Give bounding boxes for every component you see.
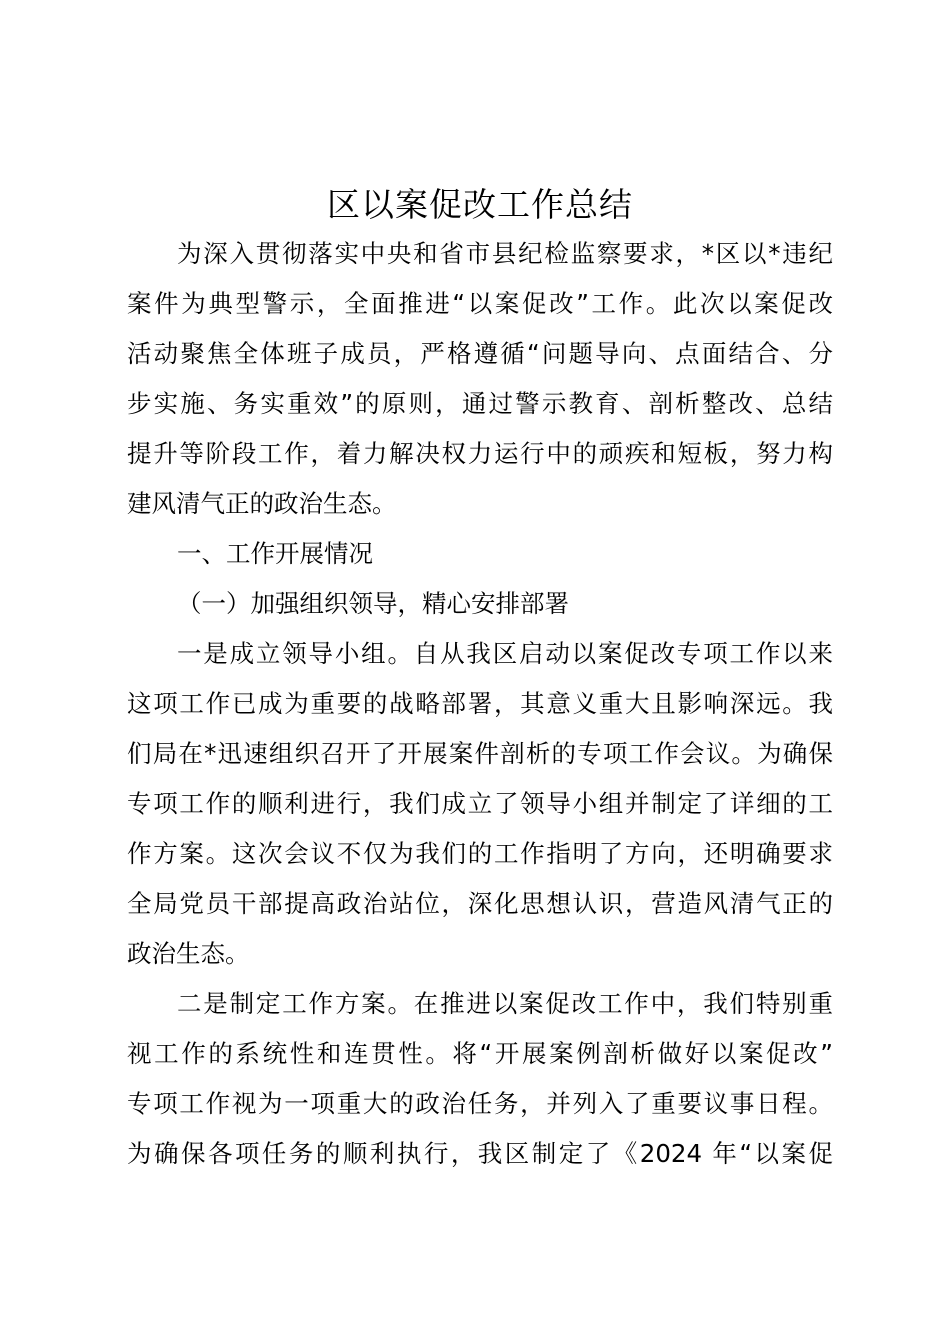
text-line: 为确保各项任务的顺利执行，我区制定了《2024 年“以案促 bbox=[127, 1139, 833, 1168]
text-line: 活动聚焦全体班子成员，严格遵循“问题导向、点面结合、分 bbox=[127, 339, 833, 368]
document-title: 区以案促改工作总结 bbox=[327, 185, 633, 224]
text-line: 步实施、务实重效”的原则，通过警示教育、剖析整改、总结 bbox=[127, 389, 833, 418]
text-line: 建风清气正的政治生态。 bbox=[127, 489, 397, 518]
text-line: 二是制定工作方案。在推进以案促改工作中，我们特别重 bbox=[177, 989, 833, 1018]
text-line: 政治生态。 bbox=[127, 939, 250, 968]
text-line: 这项工作已成为重要的战略部署，其意义重大且影响深远。我 bbox=[127, 689, 833, 718]
text-line: 专项工作的顺利进行，我们成立了领导小组并制定了详细的工 bbox=[127, 789, 833, 818]
text-line: 一是成立领导小组。自从我区启动以案促改专项工作以来 bbox=[177, 639, 833, 668]
text-line: 视工作的系统性和连贯性。将“开展案例剖析做好以案促改” bbox=[127, 1039, 833, 1068]
subsection-heading: （一）加强组织领导，精心安排部署 bbox=[177, 589, 569, 618]
text-line: 全局党员干部提高政治站位，深化思想认识，营造风清气正的 bbox=[127, 889, 833, 918]
text-line: 提升等阶段工作，着力解决权力运行中的顽疾和短板，努力构 bbox=[127, 439, 833, 468]
text-line: 作方案。这次会议不仅为我们的工作指明了方向，还明确要求 bbox=[127, 839, 833, 868]
text-line: 案件为典型警示，全面推进“以案促改”工作。此次以案促改 bbox=[127, 289, 833, 318]
text-line: 专项工作视为一项重大的政治任务，并列入了重要议事日程。 bbox=[127, 1089, 833, 1118]
text-line: 们局在*迅速组织召开了开展案件剖析的专项工作会议。为确保 bbox=[127, 739, 833, 768]
section-heading: 一、工作开展情况 bbox=[177, 539, 373, 568]
text-line: 为深入贯彻落实中央和省市县纪检监察要求，*区以*违纪 bbox=[177, 239, 833, 268]
